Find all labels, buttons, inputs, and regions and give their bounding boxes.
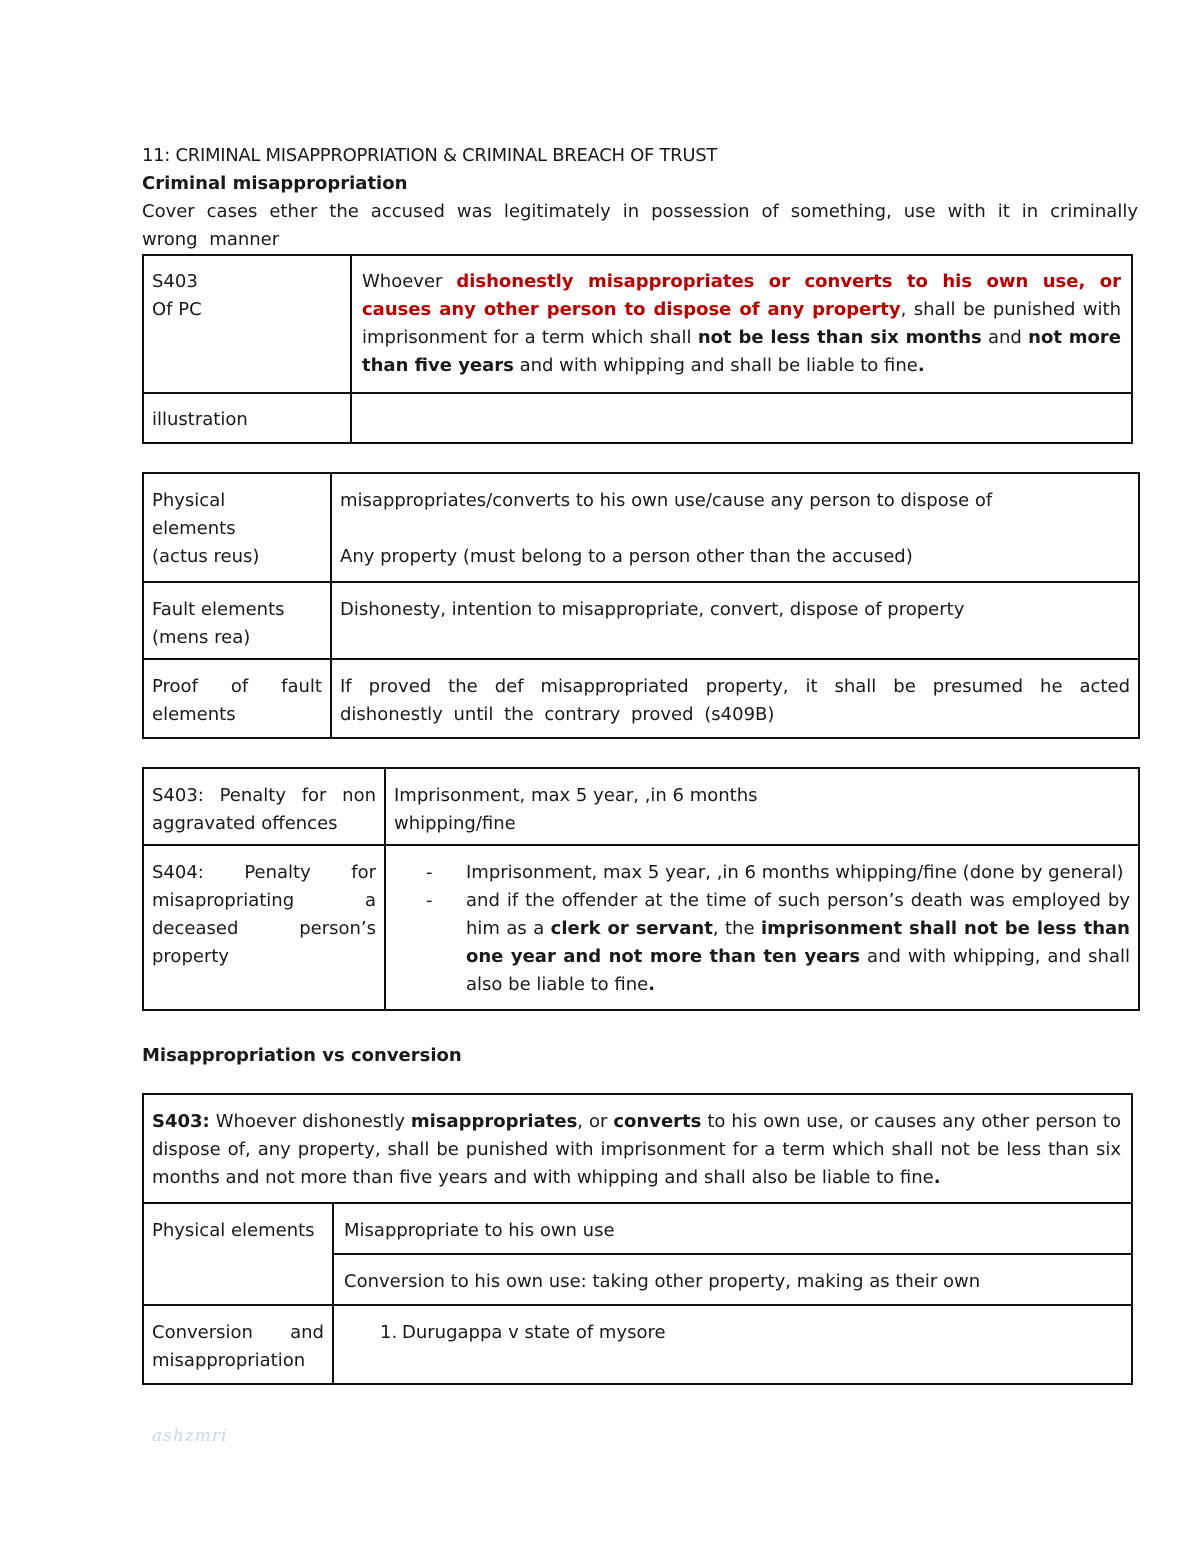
section-code: S404: (152, 862, 204, 883)
physical-element-2: Any property (must belong to a person other than the accused) (340, 546, 913, 567)
section-text: , or (577, 1111, 614, 1132)
illustration-label: illustration (143, 393, 351, 443)
section-end: . (933, 1167, 941, 1188)
proof-label: Proof of fault elements (143, 659, 331, 738)
penalty-line: whipping/fine (394, 813, 516, 834)
table-label-cell (143, 255, 351, 393)
definition-bold: not more than five years (362, 327, 1121, 376)
list-item-text: and with whipping, and shall also be liable to fine (466, 946, 1130, 995)
section-bold: converts (613, 1111, 702, 1132)
section-text: to his own use, or causes any other person to dispose of, any property, shall be punished with imprisonment for a term which shall not be less than six months and not more than five years and with whipping and shall also be liable to fine (152, 1111, 1121, 1188)
s403-penalty-value (385, 768, 1139, 845)
illustration-value (351, 393, 1132, 443)
definition-highlight: dishonestly misappropriates or converts to his own use, or causes any other person to dispose of any property (362, 271, 1121, 320)
section-bold: misappropriates (410, 1111, 578, 1132)
conversion-value: Conversion to his own use: taking other property, making as their own (333, 1254, 1132, 1305)
list-item (342, 1319, 1123, 1347)
elements-table (142, 472, 1140, 739)
table-row (143, 393, 1132, 443)
penalty-label: Penalty for misapropriating a deceased person’s property (152, 862, 376, 967)
fault-elements-value: Dishonesty, intention to misappropriate, convert, dispose of property (331, 582, 1139, 659)
case-list (342, 1319, 1123, 1347)
definition-text: , shall be punished with imprisonment for a term which shall (362, 299, 1121, 348)
s404-penalty-label (143, 845, 385, 1010)
table-row (143, 1203, 1132, 1254)
penalty-table (142, 767, 1140, 1011)
section-code: S403 (152, 271, 198, 292)
definition-end: . (917, 355, 925, 376)
definition-text: and (981, 327, 1029, 348)
table-row (143, 1094, 1132, 1203)
misappropriation-conversion-table (142, 1093, 1133, 1385)
section-title: Criminal misappropriation (142, 173, 408, 194)
list-item-text: , the (712, 918, 761, 939)
list-item (394, 887, 1130, 999)
table-row (143, 582, 1139, 659)
table-row (143, 473, 1139, 582)
penalty-list (394, 859, 1130, 999)
penalty-line: Imprisonment, max 5 year, ,in 6 months (394, 785, 758, 806)
physical-elements-label: Physical elements (actus reus) (143, 473, 331, 582)
physical-elements-label: Physical elements (143, 1203, 333, 1305)
table-row (143, 255, 1132, 393)
penalty-label: Penalty for non aggravated offences (152, 785, 376, 834)
section-code: S403: (152, 785, 204, 806)
case-list-cell (333, 1305, 1132, 1384)
fault-elements-label: Fault elements (mens rea) (143, 582, 331, 659)
table-row (143, 659, 1139, 738)
s404-penalty-value (385, 845, 1139, 1010)
s403-definition-table (142, 254, 1133, 444)
table-row (143, 845, 1139, 1010)
definition-cell (351, 255, 1132, 393)
s403-penalty-label (143, 768, 385, 845)
document-page (142, 142, 1138, 1385)
section-code: S403: (152, 1111, 210, 1132)
list-item-bold: clerk or servant (550, 918, 713, 939)
table-row (143, 1305, 1132, 1384)
watermark-signature: ashzmri (152, 1426, 228, 1446)
table-row (143, 768, 1139, 845)
section-text: Whoever dishonestly (209, 1111, 411, 1132)
physical-elements-value (331, 473, 1139, 582)
conversion-label: Conversion and misappropriation (143, 1305, 333, 1384)
section2-title: Misappropriation vs conversion (142, 1045, 462, 1066)
physical-element-1: misappropriates/converts to his own use/cause any person to dispose of (340, 490, 993, 511)
misappropriate-value: Misappropriate to his own use (333, 1203, 1132, 1254)
definition-text: Whoever (362, 271, 457, 292)
list-item-bold: imprisonment shall not be less than one year and not more than ten years (466, 918, 1130, 967)
intro-paragraph: Cover cases ether the accused was legitimately in possession of something, use with it in criminally wrong manner (142, 201, 1138, 250)
list-item-text: and if the offender at the time of such person’s death was employed by him as a (466, 890, 1130, 939)
s403-text-cell (143, 1094, 1132, 1203)
case-name: Durugappa v state of mysore (402, 1322, 666, 1343)
list-item: - Imprisonment, max 5 year, ,in 6 months whipping/fine (done by general) (394, 859, 1130, 887)
proof-value: If proved the def misappropriated property, it shall be presumed he acted dishonestly until the contrary proved (s409B) (331, 659, 1139, 738)
section-code-act: Of PC (152, 299, 202, 320)
chapter-title: 11: CRIMINAL MISAPPROPRIATION & CRIMINAL BREACH OF TRUST (142, 145, 718, 166)
definition-bold: not be less than six months (697, 327, 982, 348)
list-number: 1. (380, 1322, 398, 1343)
definition-text: and with whipping and shall be liable to fine (513, 355, 918, 376)
list-item-end: . (648, 974, 656, 995)
